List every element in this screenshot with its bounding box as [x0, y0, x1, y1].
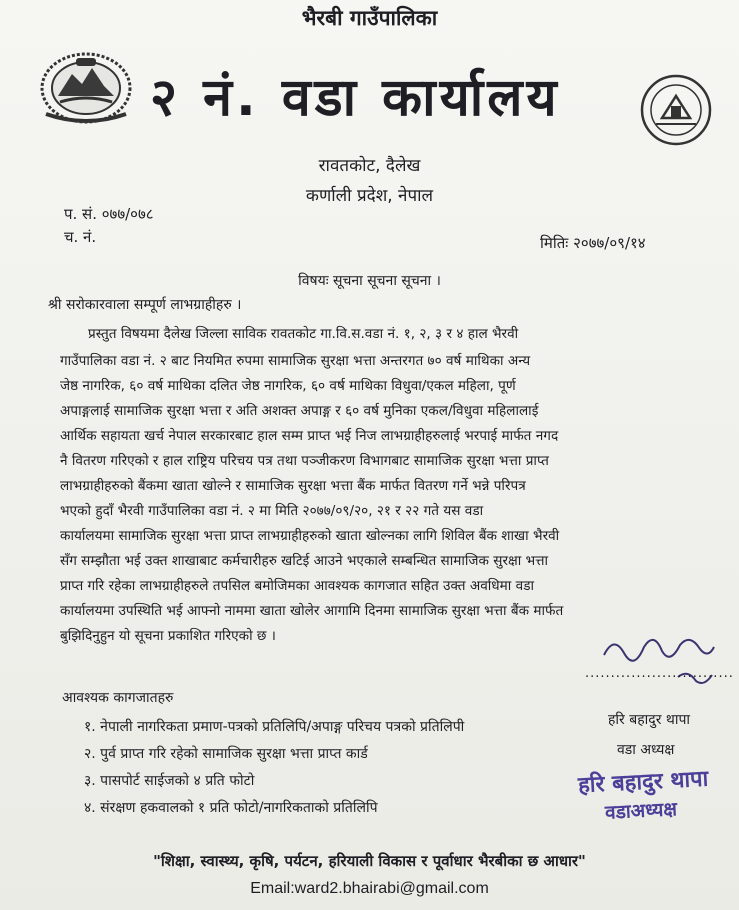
municipality-name: भैरबी गाउँपालिका [301, 6, 438, 30]
body-line: जेष्ठ नागरिक, ६० वर्ष माथिका दलित जेष्ठ नागरिक, ६० वर्ष माथिका विधुवा/एकल महिला, पूर्ण [60, 378, 516, 394]
body-line: प्रस्तुत विषयमा दैलेख जिल्ला साविक रावतकोट गा.वि.स.वडा नं. १, २, ३ र ४ हाल भैरवी [88, 326, 519, 342]
address-line-1: रावतकोट, दैलेख [318, 156, 421, 176]
documents-heading: आवश्यक कागजातहरु [62, 690, 174, 706]
body-line: प्राप्त गरि रहेका लाभग्राहीहरुले तपसिल बमोजिमका आवश्यक कागजात सहित उक्त अवधिमा वडा [60, 578, 534, 594]
body-line: लाभग्राहीहरुको बैंकमा खाता खोल्ने र सामाजिक सुरक्षा भत्ता बैंक मार्फत वितरण गर्ने भन्ने परिपत्र [60, 478, 526, 494]
body-line: अपाङ्गलाई सामाजिक सुरक्षा भत्ता र अति अशक्त अपाङ्ग र ६० वर्ष मुनिका एकल/विधुवा महिलालाई [60, 403, 539, 419]
body-line: सँग सम्झौता भई उक्त शाखाबाट कर्मचारीहरु खटिई आउने भएकाले सम्बन्धित सामाजिक सुरक्षा भत्ता [60, 553, 549, 569]
document-item: २. पुर्व प्राप्त गरि रहेको सामाजिक सुरक्षा भत्ता प्राप्त कार्ड [84, 746, 368, 762]
document-item: ४. संरक्षण हकवालको १ प्रति फोटो/नागरिकताको प्रतिलिपि [84, 800, 378, 816]
body-line: गाउँपालिका वडा नं. २ बाट नियमित रुपमा सामाजिक सुरक्षा भत्ता अन्तरगत ७० वर्ष माथिका अन्य [60, 353, 531, 369]
letter-date: मितिः २०७७/०९/१४ [540, 234, 646, 252]
signature-line: ............................. [585, 666, 734, 681]
signer-name: हरि बहादुर थापा [608, 712, 691, 728]
address-line-2: कर्णाली प्रदेश, नेपाल [305, 186, 434, 206]
body-line: आर्थिक सहायता खर्च नेपाल सरकारबाट हाल सम्म प्राप्त भई निज लाभग्राहीहरुलाई भरपाई मार्फत नगद [60, 428, 559, 444]
body-line: कार्यालयमा उपस्थिति भई आफ्नो नाममा खाता खोलेर आगामि दिनमा सामाजिक सुरक्षा भत्ता बैंक मार्फत [60, 603, 564, 619]
nepal-emblem-icon [38, 48, 134, 130]
municipality-logo-icon [638, 72, 714, 152]
document-item: ३. पासपोर्ट साईजको ४ प्रति फोटो [84, 773, 255, 789]
footer-email: Email:ward2.bhairabi@gmail.com [250, 880, 489, 897]
reference-number: प. सं. ०७७/०७८ [64, 205, 154, 223]
document-item: १. नेपाली नागरिकता प्रमाण-पत्रको प्रतिलिपि/अपाङ्ग परिचय पत्रको प्रतिलिपी [84, 719, 465, 735]
body-line: बुझिदिनुहुन यो सूचना प्रकाशित गरिएको छ । [60, 628, 276, 644]
body-line: कार्यालयमा सामाजिक सुरक्षा भत्ता प्राप्त लाभग्राहीहरुको खाता खोल्नका लागि शिविल बैंक शाखा भैरवी [60, 528, 560, 544]
stamp-name: हरि बहादुर थापा [577, 766, 709, 799]
office-title: २ नं. वडा कार्यालय [150, 68, 561, 128]
handwritten-signature [600, 625, 720, 699]
stamp-title: वडाअध्यक्ष [604, 798, 678, 824]
body-line: भएको हुदाँ भैरवी गाउँपालिका वडा नं. २ मा मिति २०७७/०९/२०, २१ र २२ गते यस वडा [60, 503, 484, 519]
body-line: नै वितरण गरिएको र हाल राष्ट्रिय परिचय पत्र तथा पञ्जीकरण विभागबाट सामाजिक सुरक्षा भत्ता प्राप्त [60, 453, 549, 469]
signer-title: वडा अध्यक्ष [617, 742, 675, 758]
salutation: श्री सरोकारवाला सम्पूर्ण लाभग्राहीहरु । [48, 297, 242, 313]
footer-slogan: "शिक्षा, स्वास्थ्य, कृषि, पर्यटन, हरियाली विकास र पूर्वाधार भैरबीका छ आधार" [153, 852, 586, 870]
subject-line: विषयः सूचना सूचना सूचना । [298, 273, 441, 289]
dispatch-number: च. नं. [64, 228, 97, 246]
